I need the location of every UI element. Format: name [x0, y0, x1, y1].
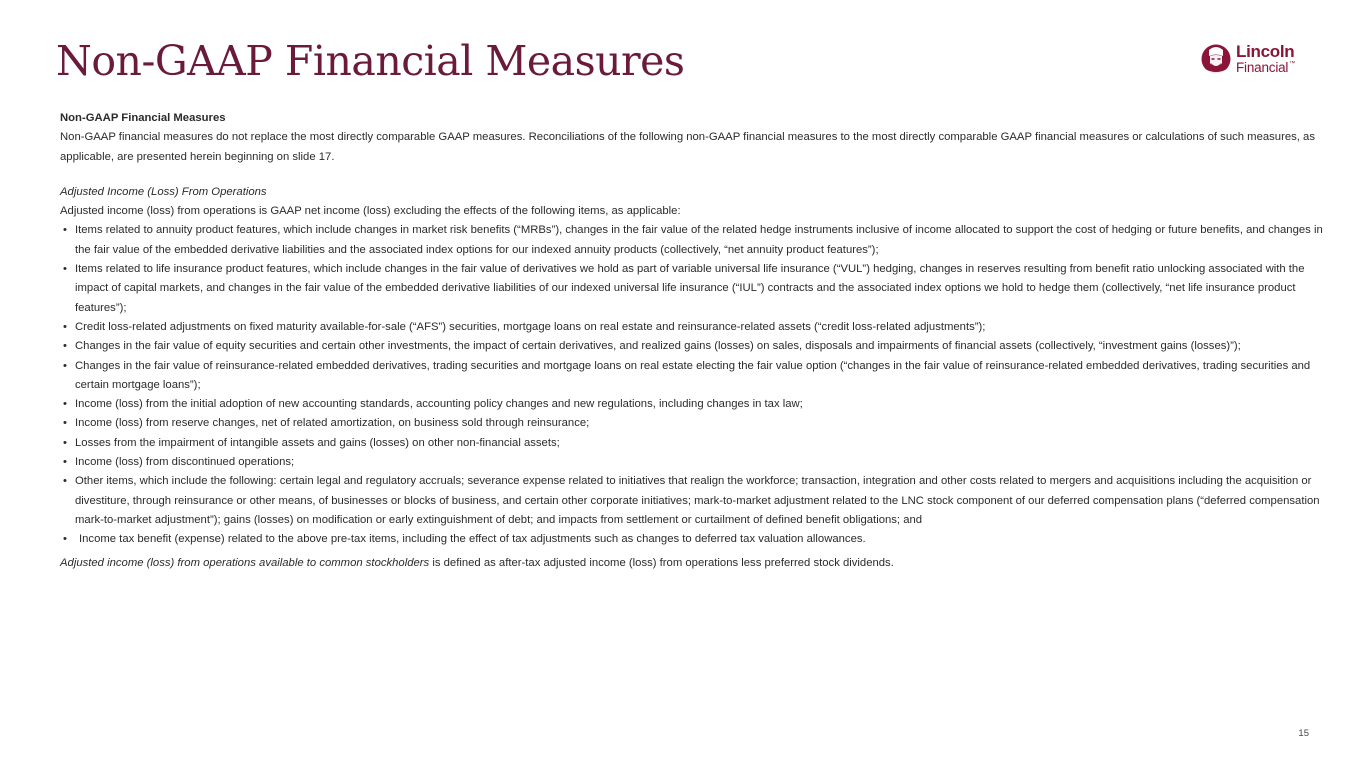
closing-definition — [60, 554, 1328, 573]
logo-wordmark — [1236, 43, 1295, 75]
closing-text: is defined as after-tax adjusted income (loss) from operations less preferred stock dividends. — [429, 556, 894, 569]
company-logo — [1201, 39, 1313, 79]
list-item: • Items related to annuity product features, which include changes in market risk benefits (“MRBs”), changes in the fair value of the related hedge instruments inclusive of income allocated to support the cost of hedging or future benefits, and changes in the fair value of the embedded derivative liabilities and the associated index options for our indexed annuity products (collectively, “net annuity product features”); — [60, 221, 1328, 260]
adjusted-income-lead: Adjusted income (loss) from operations is GAAP net income (loss) excluding the effects of the following items, as applicable: — [60, 205, 681, 218]
logo-line-2 — [1236, 61, 1295, 75]
list-item: • Income (loss) from discontinued operations; — [60, 453, 1328, 472]
closing-term: Adjusted income (loss) from operations available to common stockholders — [60, 556, 430, 569]
page-number: 15 — [1298, 728, 1309, 739]
list-item: • Income (loss) from reserve changes, net of related amortization, on business sold through reinsurance; — [60, 414, 1328, 433]
exclusion-list — [60, 221, 1328, 549]
adjusted-income-heading: Adjusted Income (Loss) From Operations — [60, 185, 267, 198]
intro-heading: Non-GAAP Financial Measures — [60, 112, 226, 124]
logo-line-2-text: Financial — [1236, 60, 1289, 76]
list-item: • Changes in the fair value of equity securities and certain other investments, the impact of certain derivatives, and realized gains (losses) on sales, disposals and impairments of financial assets (collectively, “investment gains (losses)”); — [60, 337, 1328, 356]
list-item: • Items related to life insurance product features, which include changes in the fair value of derivatives we hold as part of variable universal life insurance (“VUL”) hedging, changes in reserves resulting from benefit ratio unlocking associated with the impact of capital markets, and changes in the fair value of the embedded derivative liabilities of our indexed universal life insurance (“IUL”) contracts and the associated index options we hold to hedge them (collectively, “net life insurance product features”); — [60, 260, 1328, 318]
lincoln-portrait-icon — [1201, 41, 1231, 77]
list-item: • Losses from the impairment of intangible assets and gains (losses) on other non-financial assets; — [60, 434, 1328, 453]
list-item: • Income tax benefit (expense) related to the above pre-tax items, including the effect of tax adjustments such as changes to deferred tax valuation allowances. — [60, 530, 1328, 549]
logo-line-1: Lincoln — [1236, 42, 1295, 62]
list-item: • Income (loss) from the initial adoption of new accounting standards, accounting policy changes and new regulations, including changes in tax law; — [60, 395, 1328, 414]
list-item: • Credit loss-related adjustments on fixed maturity available-for-sale (“AFS”) securities, mortgage loans on real estate and reinsurance-related assets (“credit loss-related adjustments”); — [60, 318, 1328, 337]
body-content — [60, 109, 1328, 573]
list-item: • Other items, which include the following: certain legal and regulatory accruals; severance expense related to initiatives that realign the workforce; transaction, integration and other costs related to mergers and acquisitions including the acquisition or divestiture, through reinsurance or other means, of businesses or blocks of business, and certain other corporate initiatives; mark-to-market adjustment related to the LNC stock component of our deferred compensation plans (“deferred compensation mark-to-market adjustment”); gains (losses) on modification or early extinguishment of debt; and impacts from settlement or curtailment of defined benefit obligations; and — [60, 472, 1328, 530]
trademark-mark: ™ — [1289, 61, 1296, 68]
intro-text: Non-GAAP financial measures do not replace the most directly comparable GAAP measures. Reconciliations of the following non-GAAP financial measures to the most directly comparable GAAP financial measures or calculations of such measures, as applicable, are presented herein beginning on slide 17. — [60, 131, 1315, 163]
page-title: Non-GAAP Financial Measures — [56, 37, 685, 85]
list-item: • Changes in the fair value of reinsurance-related embedded derivatives, trading securities and mortgage loans on real estate electing the fair value option (“changes in the fair value of reinsurance-related embedded derivatives, trading securities and certain mortgage loans”); — [60, 357, 1328, 396]
